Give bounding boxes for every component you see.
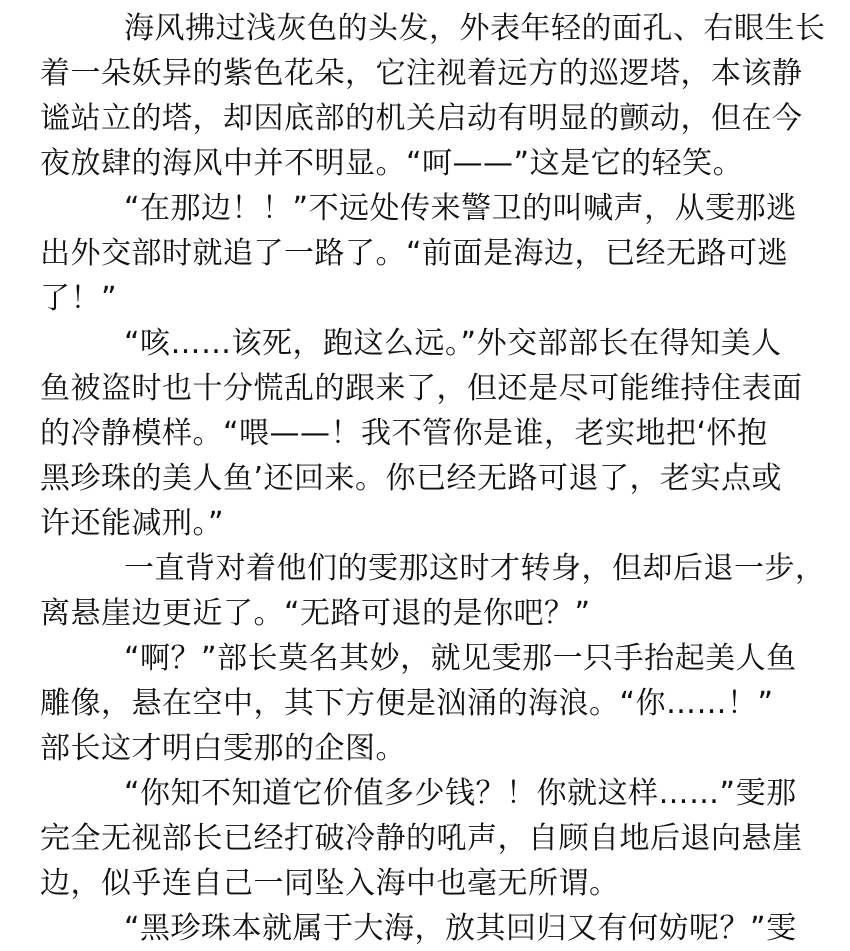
paragraph-line: “在那边！！”不远处传来警卫的叫喊声，从雯那逃 [124,191,797,226]
paragraph-line: 离悬崖边更近了。“无路可退的是你吧？” [40,596,591,631]
paragraph-line: 夜放肆的海风中并不明显。“呵——”这是它的轻笑。 [40,146,744,181]
paragraph-line: 海风拂过浅灰色的头发，外表年轻的面孔、右眼生长 [124,11,826,46]
paragraph-line: 部长这才明白雯那的企图。 [40,731,406,766]
paragraph-line: 雕像，悬在空中，其下方便是汹涌的海浪。“你……！” [40,686,774,721]
paragraph-line: 着一朵妖异的紫色花朵，它注视着远方的巡逻塔，本该静 [40,56,803,91]
paragraph-line: “啊？”部长莫名其妙，就见雯那一只手抬起美人鱼 [124,641,797,676]
paragraph-line: 黑珍珠的美人鱼’还回来。你已经无路可退了，老实点或 [40,461,783,496]
paragraph-line: 一直背对着他们的雯那这时才转身，但却后退一步， [124,551,826,586]
paragraph-line: 边，似乎连自己一同坠入海中也毫无所谓。 [40,866,620,901]
paragraph-line: 鱼被盗时也十分慌乱的跟来了，但还是尽可能维持住表面 [40,371,803,406]
paragraph-line: 许还能减刑。” [40,506,225,541]
paragraph-line: 谧站立的塔，却因底部的机关启动有明显的颤动，但在今 [40,101,803,136]
paragraph-line: “咳……该死，跑这么远。”外交部部长在得知美人 [124,326,782,361]
paragraph-line: “你知不知道它价值多少钱？！你就这样……”雯那 [124,776,797,811]
paragraph-line: 出外交部时就追了一路了。“前面是海边，已经无路可逃 [40,236,789,271]
paragraph-line: 了！” [40,281,118,316]
document-page [40,6,826,951]
paragraph-line: 完全无视部长已经打破冷静的吼声，自顾自地后退向悬崖 [40,821,803,856]
paragraph-line: 的冷静模样。“喂——！我不管你是谁，老实地把‘怀抱 [40,416,768,451]
paragraph-line: “黑珍珠本就属于大海，放其回归又有何妨呢？”雯 [124,911,797,946]
